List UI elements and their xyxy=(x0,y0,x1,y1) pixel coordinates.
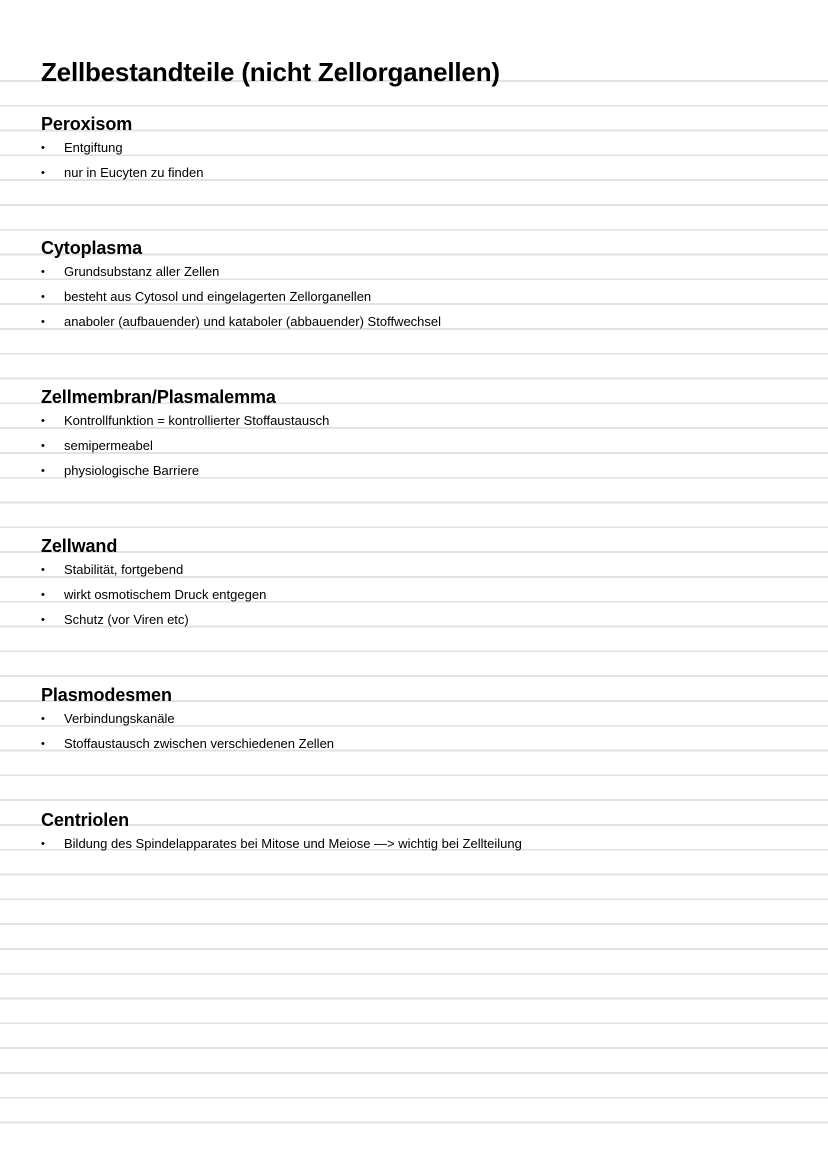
bullet-list xyxy=(41,409,801,483)
section-peroxisom xyxy=(41,112,801,186)
list-item xyxy=(41,707,801,732)
bullet-icon: • xyxy=(41,290,45,303)
bullet-icon: • xyxy=(41,737,45,750)
section-heading: Plasmodesmen xyxy=(41,685,172,705)
bullet-icon: • xyxy=(41,415,45,427)
list-item xyxy=(41,310,801,335)
bullet-icon: • xyxy=(41,439,45,452)
list-item-text: semipermeabel xyxy=(64,437,153,453)
list-item xyxy=(41,136,801,161)
list-item xyxy=(41,558,801,583)
list-item xyxy=(41,832,801,857)
list-item-text: wirkt osmotischem Druck entgegen xyxy=(64,586,267,602)
section-heading: Zellwand xyxy=(41,536,118,556)
bullet-icon: • xyxy=(41,588,45,601)
bullet-list xyxy=(41,558,801,632)
list-item-text: anaboler (aufbauender) und kataboler (abbauender) Stoffwechsel xyxy=(64,313,442,329)
bullet-icon: • xyxy=(41,315,45,328)
section-cytoplasma xyxy=(41,236,801,334)
bullet-icon: • xyxy=(41,464,45,477)
section-heading: Peroxisom xyxy=(41,114,133,134)
list-item-text: Bildung des Spindelapparates bei Mitose und Meiose —> wichtig bei Zellteilung xyxy=(64,836,522,851)
bullet-icon: • xyxy=(41,613,45,626)
bullet-list xyxy=(41,832,801,857)
section-heading: Centriolen xyxy=(41,810,130,830)
bullet-icon: • xyxy=(41,166,45,179)
bullet-list xyxy=(41,260,801,334)
section-heading: Cytoplasma xyxy=(41,238,143,258)
list-item-text: Verbindungskanäle xyxy=(64,711,175,726)
list-item-text: Entgiftung xyxy=(64,140,123,155)
list-item xyxy=(41,260,801,285)
list-item-text: Kontrollfunktion = kontrollierter Stoffaustausch xyxy=(64,413,330,428)
list-item xyxy=(41,285,801,310)
list-item-text: Grundsubstanz aller Zellen xyxy=(64,264,220,279)
list-item xyxy=(41,732,801,757)
list-item xyxy=(41,459,801,484)
page-title: Zellbestandteile (nicht Zellorganellen) xyxy=(41,57,500,87)
bullet-icon: • xyxy=(41,266,45,278)
list-item xyxy=(41,583,801,608)
section-zellmembran xyxy=(41,385,801,483)
list-item xyxy=(41,409,801,434)
list-item-text: Schutz (vor Viren etc) xyxy=(64,611,189,627)
list-item-text: Stabilität, fortgebend xyxy=(64,562,184,577)
section-centriolen xyxy=(41,808,801,857)
list-item xyxy=(41,161,801,186)
section-zellwand xyxy=(41,534,801,632)
list-item-text: Stoffaustausch zwischen verschiedenen Zellen xyxy=(64,735,335,751)
bullet-icon: • xyxy=(41,142,45,154)
list-item-text: physiologische Barriere xyxy=(64,462,200,478)
bullet-icon: • xyxy=(41,713,45,725)
section-plasmodesmen xyxy=(41,683,801,757)
bullet-icon: • xyxy=(41,564,45,576)
list-item-text: besteht aus Cytosol und eingelagerten Zellorganellen xyxy=(64,288,372,304)
list-item-text: nur in Eucyten zu finden xyxy=(64,164,204,180)
section-heading: Zellmembran/Plasmalemma xyxy=(41,387,276,407)
bullet-list xyxy=(41,707,801,757)
list-item xyxy=(41,434,801,459)
list-item xyxy=(41,608,801,633)
bullet-icon: • xyxy=(41,838,45,850)
bullet-list xyxy=(41,136,801,186)
